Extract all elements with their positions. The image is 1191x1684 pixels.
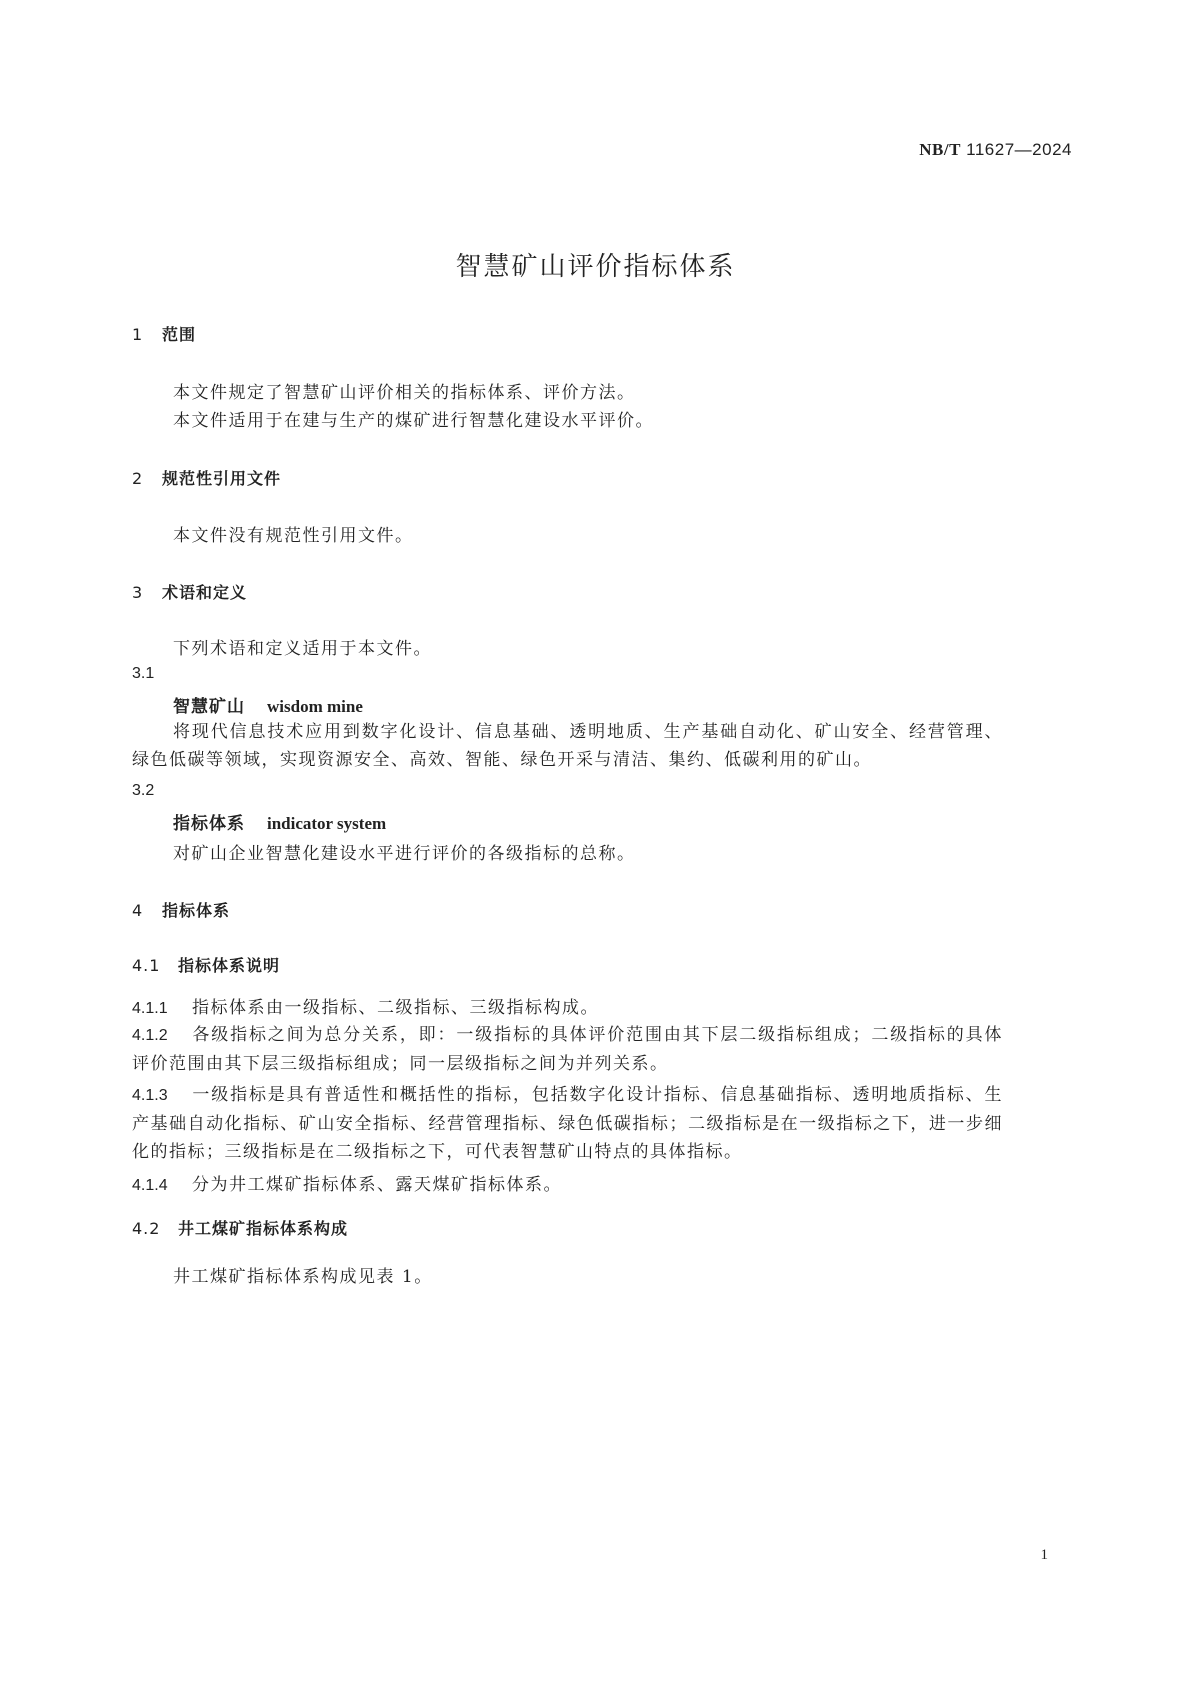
clause-text: 分为井工煤矿指标体系、露天煤矿指标体系。 — [192, 1175, 562, 1195]
standard-prefix: NB/T — [919, 140, 961, 159]
term-zh: 指标体系 — [173, 814, 245, 834]
section-title: 范围 — [162, 325, 197, 344]
subsection-number: 4.2 — [132, 1219, 161, 1238]
clause-text: 各级指标之间为总分关系，即：一级指标的具体评价范围由其下层二级指标组成；二级指标的具体评价范围由其下层三级指标组成；同一层级指标之间为并列关系。 — [132, 1025, 1003, 1074]
section-2-heading — [132, 466, 281, 489]
term-en: wisdom mine — [267, 697, 363, 716]
paragraph: 本文件没有规范性引用文件。 — [173, 526, 414, 546]
paragraph: 井工煤矿指标体系构成见表 1。 — [173, 1267, 433, 1287]
paragraph: 下列术语和定义适用于本文件。 — [173, 639, 432, 659]
paragraph: 本文件规定了智慧矿山评价相关的指标体系、评价方法。 — [173, 383, 636, 403]
section-title: 术语和定义 — [162, 583, 248, 602]
term-definition: 将现代信息技术应用到数字化设计、信息基础、透明地质、生产基础自动化、矿山安全、经营管理、绿色低碳等领域，实现资源安全、高效、智能、绿色开采与清洁、集约、低碳利用的矿山。 — [132, 722, 1003, 770]
document-title: 智慧矿山评价指标体系 — [455, 252, 736, 282]
subsection-number: 4.1 — [132, 956, 161, 975]
standard-code — [919, 140, 1072, 160]
clause-4-1-4 — [132, 1170, 562, 1195]
standard-number: 11627—2024 — [966, 140, 1072, 159]
section-1-heading — [132, 322, 196, 345]
clause-text: 一级指标是具有普适性和概括性的指标，包括数字化设计指标、信息基础指标、透明地质指标、生产基础自动化指标、矿山安全指标、经营管理指标、绿色低碳指标；二级指标是在一级指标之下，进一步细化的指标；三级指标是在二级指标之下，可代表智慧矿山特点的具体指标。 — [132, 1085, 1003, 1162]
clause-4-1-3 — [132, 1081, 1003, 1166]
clause-number: 4.1.3 — [132, 1087, 168, 1104]
term-definition: 对矿山企业智慧化建设水平进行评价的各级指标的总称。 — [173, 844, 636, 864]
section-number: 4 — [132, 901, 144, 920]
section-title: 指标体系 — [162, 901, 231, 920]
section-3-heading — [132, 580, 247, 603]
section-4-heading — [132, 898, 230, 921]
subsection-title: 指标体系说明 — [178, 956, 281, 975]
section-number: 3 — [132, 583, 144, 602]
clause-4-1-2 — [132, 1021, 1003, 1078]
clause-number: 4.1.4 — [132, 1177, 168, 1194]
term-number: 3.1 — [132, 665, 155, 682]
section-number: 1 — [132, 325, 144, 344]
clause-number: 4.1.2 — [132, 1027, 168, 1044]
subsection-title: 井工煤矿指标体系构成 — [178, 1219, 349, 1238]
term-en: indicator system — [267, 814, 387, 833]
subsection-4-1-heading — [132, 953, 280, 976]
clause-text: 指标体系由一级指标、二级指标、三级指标构成。 — [192, 998, 599, 1018]
paragraph: 本文件适用于在建与生产的煤矿进行智慧化建设水平评价。 — [173, 411, 654, 431]
term-number: 3.2 — [132, 782, 155, 799]
page-number: 1 — [1040, 1547, 1048, 1563]
subsection-4-2-heading — [132, 1216, 348, 1239]
term-entry — [173, 692, 363, 717]
section-number: 2 — [132, 469, 144, 488]
clause-4-1-1 — [132, 993, 599, 1018]
section-title: 规范性引用文件 — [162, 469, 282, 488]
clause-number: 4.1.1 — [132, 1000, 168, 1017]
term-entry — [173, 809, 386, 834]
term-zh: 智慧矿山 — [173, 697, 245, 717]
